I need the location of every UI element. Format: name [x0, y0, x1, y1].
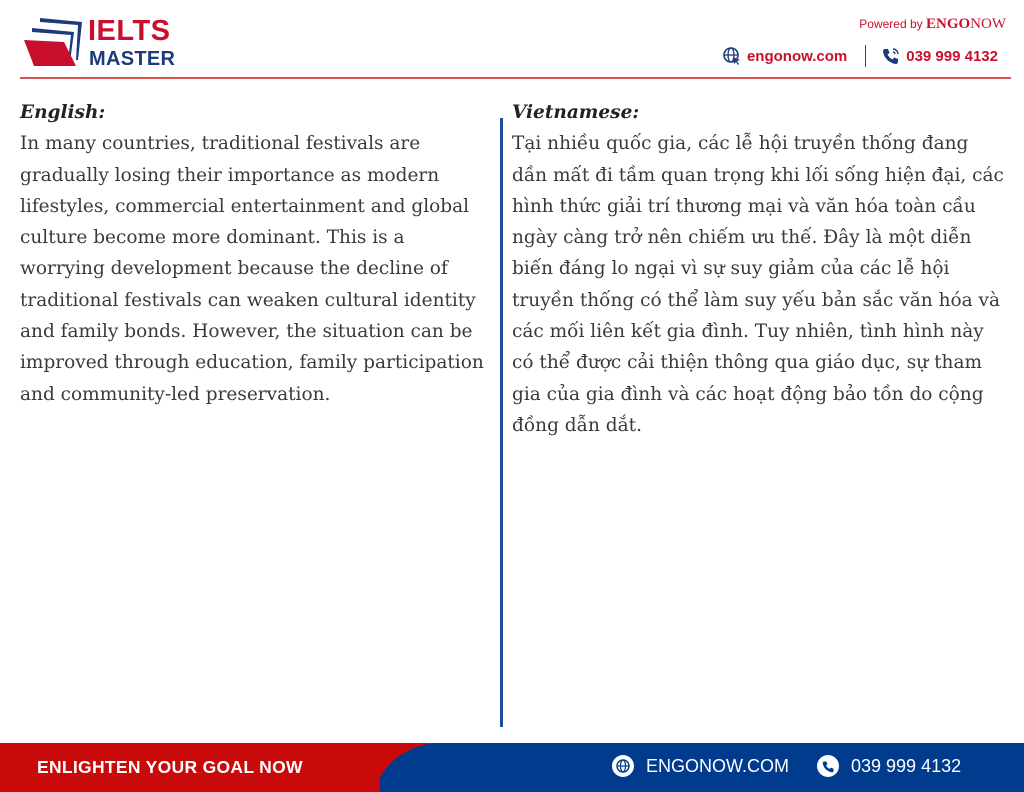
english-text: In many countries, traditional festivals are gradually losing their importance as modern lifestyles, commercial entertainment and global culture become more dominant. This is a worrying development because the decline of traditional festivals can weaken cultural identity and family bonds. However, the situation can be improved through education, family participation and community-led preservation. — [20, 133, 484, 405]
phone-icon — [882, 47, 900, 65]
vietnamese-text: Tại nhiều quốc gia, các lễ hội truyền thống đang dần mất đi tầm quan trọng khi lối sống hiện đại, các hình thức giải trí thương mại và văn hóa toàn cầu ngày càng trở nên chiếm ưu thế. Đây là một diễn biến đáng lo ngại vì sự suy giảm của các lễ hội truyền thống có thể làm suy yếu bản sắc văn hóa và các mối liên kết gia đình. Tuy nhiên, tình hình này có thể được cải thiện thông qua giáo dục, sự tham gia của gia đình và các hoạt động bảo tồn do cộng đồng dẫn dắt. — [512, 133, 1004, 436]
logo-master-text: MASTER — [89, 48, 176, 70]
vietnamese-label: Vietnamese: — [512, 102, 640, 123]
header-phone-text: 039 999 4132 — [906, 47, 998, 65]
page-footer — [0, 743, 1024, 792]
vietnamese-column — [512, 97, 1004, 441]
contact-separator — [865, 45, 866, 67]
footer-website-text: ENGONOW.COM — [646, 755, 789, 776]
globe-icon — [612, 755, 634, 777]
header-divider — [20, 77, 1011, 79]
english-column — [20, 97, 495, 410]
footer-website-link[interactable] — [612, 755, 789, 777]
powered-by — [859, 16, 1006, 33]
ielts-master-logo — [20, 14, 180, 70]
engonow-brand-bold: ENGO — [925, 16, 971, 32]
header-website-text: engonow.com — [746, 47, 848, 65]
footer-phone-link[interactable] — [817, 755, 961, 777]
footer-phone-text: 039 999 4132 — [851, 755, 962, 776]
globe-icon — [723, 47, 741, 65]
header-phone-link[interactable] — [882, 47, 998, 65]
header-contact — [723, 45, 998, 67]
english-label: English: — [20, 102, 106, 123]
header-website-link[interactable] — [723, 47, 847, 65]
book-pages-icon — [20, 16, 84, 68]
logo-ielts-text: IELTS — [88, 15, 171, 47]
page-header — [0, 0, 1024, 78]
powered-by-prefix: Powered by — [859, 17, 926, 31]
phone-icon — [817, 755, 839, 777]
footer-slogan: ENLIGHTEN YOUR GOAL NOW — [37, 757, 303, 777]
engonow-brand-light: NOW — [970, 16, 1006, 32]
column-divider — [500, 118, 503, 727]
footer-contacts — [612, 755, 961, 777]
